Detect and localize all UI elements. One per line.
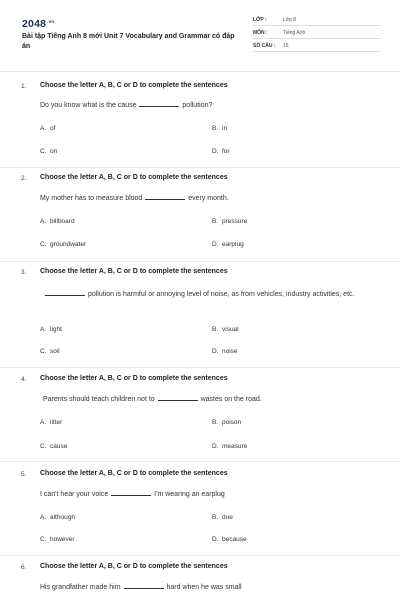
meta-class-value: Lớp 8 <box>283 17 297 23</box>
option-a[interactable]: A. litter <box>40 419 63 426</box>
question-sentence <box>40 489 380 500</box>
logo-suffix: .vn <box>47 18 55 24</box>
answer-blank <box>145 193 185 200</box>
option-c[interactable]: C. groundwater <box>40 241 87 248</box>
question-divider <box>0 261 400 262</box>
answer-blank <box>111 489 151 496</box>
meta-subject-label: MÔN : <box>253 30 268 36</box>
answer-blank <box>139 100 179 107</box>
question-sentence <box>43 394 383 405</box>
question-sentence <box>40 289 380 300</box>
option-b[interactable]: B. visual <box>212 326 239 333</box>
page-header <box>0 0 400 72</box>
sentence-before: His grandfather made him <box>40 584 121 591</box>
question-number: 3. <box>21 269 27 276</box>
option-a[interactable]: A. billboard <box>40 218 75 225</box>
option-d[interactable]: D. because <box>212 536 247 543</box>
question-instruction: Choose the letter A, B, C or D to complete the sentences <box>40 563 228 570</box>
question-number: 2. <box>21 175 27 182</box>
question-instruction: Choose the letter A, B, C or D to complete the sentences <box>40 375 228 382</box>
sentence-after: pollution is harmful or annoying level of noise, as from vehicles, industry activities, etc. <box>87 291 355 298</box>
meta-class-row <box>253 14 381 26</box>
sentence-before: My mother has to measure blood <box>40 195 143 202</box>
answer-blank <box>158 394 198 401</box>
sentence-after: every month. <box>188 195 229 202</box>
question-divider <box>0 555 400 556</box>
question-sentence <box>40 582 380 593</box>
option-a[interactable]: A. of <box>40 125 56 132</box>
answer-blank <box>45 289 85 296</box>
option-c[interactable]: C. soil <box>40 348 60 355</box>
option-b[interactable]: B. due <box>212 514 233 521</box>
meta-subject-value: Tiếng Anh <box>283 30 306 36</box>
meta-class-label: LỚP : <box>253 17 267 23</box>
question-number: 4. <box>21 376 27 383</box>
question-divider <box>0 461 400 462</box>
option-c[interactable]: C. cause <box>40 443 68 450</box>
sentence-before: Do you know what is the cause <box>40 102 137 109</box>
option-d[interactable]: D. for <box>212 148 230 155</box>
sentence-after: I'm wearing an earplug <box>154 491 225 498</box>
question-sentence <box>40 100 380 111</box>
document-title: Bài tập Tiếng Anh 8 mới Unit 7 Vocabulary and Grammar có đáp án <box>22 33 235 50</box>
question-instruction: Choose the letter A, B, C or D to complete the sentences <box>40 82 228 89</box>
sentence-before: Parents should teach children not to <box>43 396 155 403</box>
meta-count-row <box>253 40 381 52</box>
option-d[interactable]: D. earplug <box>212 241 244 248</box>
site-logo[interactable] <box>22 18 54 30</box>
option-c[interactable]: C. on <box>40 148 58 155</box>
question-sentence <box>40 193 380 204</box>
option-a[interactable]: A. light <box>40 326 62 333</box>
answer-blank <box>124 582 164 589</box>
option-d[interactable]: D. measure <box>212 443 248 450</box>
option-b[interactable]: B. poison <box>212 419 242 426</box>
question-instruction: Choose the letter A, B, C or D to complete the sentences <box>40 470 228 477</box>
option-d[interactable]: D. noise <box>212 348 238 355</box>
question-divider <box>0 167 400 168</box>
option-a[interactable]: A. although <box>40 514 75 521</box>
meta-subject-row <box>253 27 381 39</box>
question-number: 6. <box>21 564 27 571</box>
question-number: 5. <box>21 471 27 478</box>
meta-count-value: 15 <box>283 43 289 49</box>
sentence-after: hard when he was small <box>166 584 242 591</box>
logo-number: 2048 <box>22 18 47 30</box>
question-divider <box>0 367 400 368</box>
sentence-after: wastes on the road. <box>200 396 262 403</box>
question-instruction: Choose the letter A, B, C or D to complete the sentences <box>40 268 228 275</box>
meta-count-label: SỐ CÂU : <box>253 43 276 49</box>
question-number: 1. <box>21 83 27 90</box>
option-c[interactable]: C. however <box>40 536 75 543</box>
option-b[interactable]: B. in <box>212 125 228 132</box>
option-b[interactable]: B. pressure <box>212 218 248 225</box>
sentence-after: pollution? <box>182 102 213 109</box>
sentence-before: I can't hear your voice <box>40 491 109 498</box>
question-instruction: Choose the letter A, B, C or D to complete the sentences <box>40 174 228 181</box>
